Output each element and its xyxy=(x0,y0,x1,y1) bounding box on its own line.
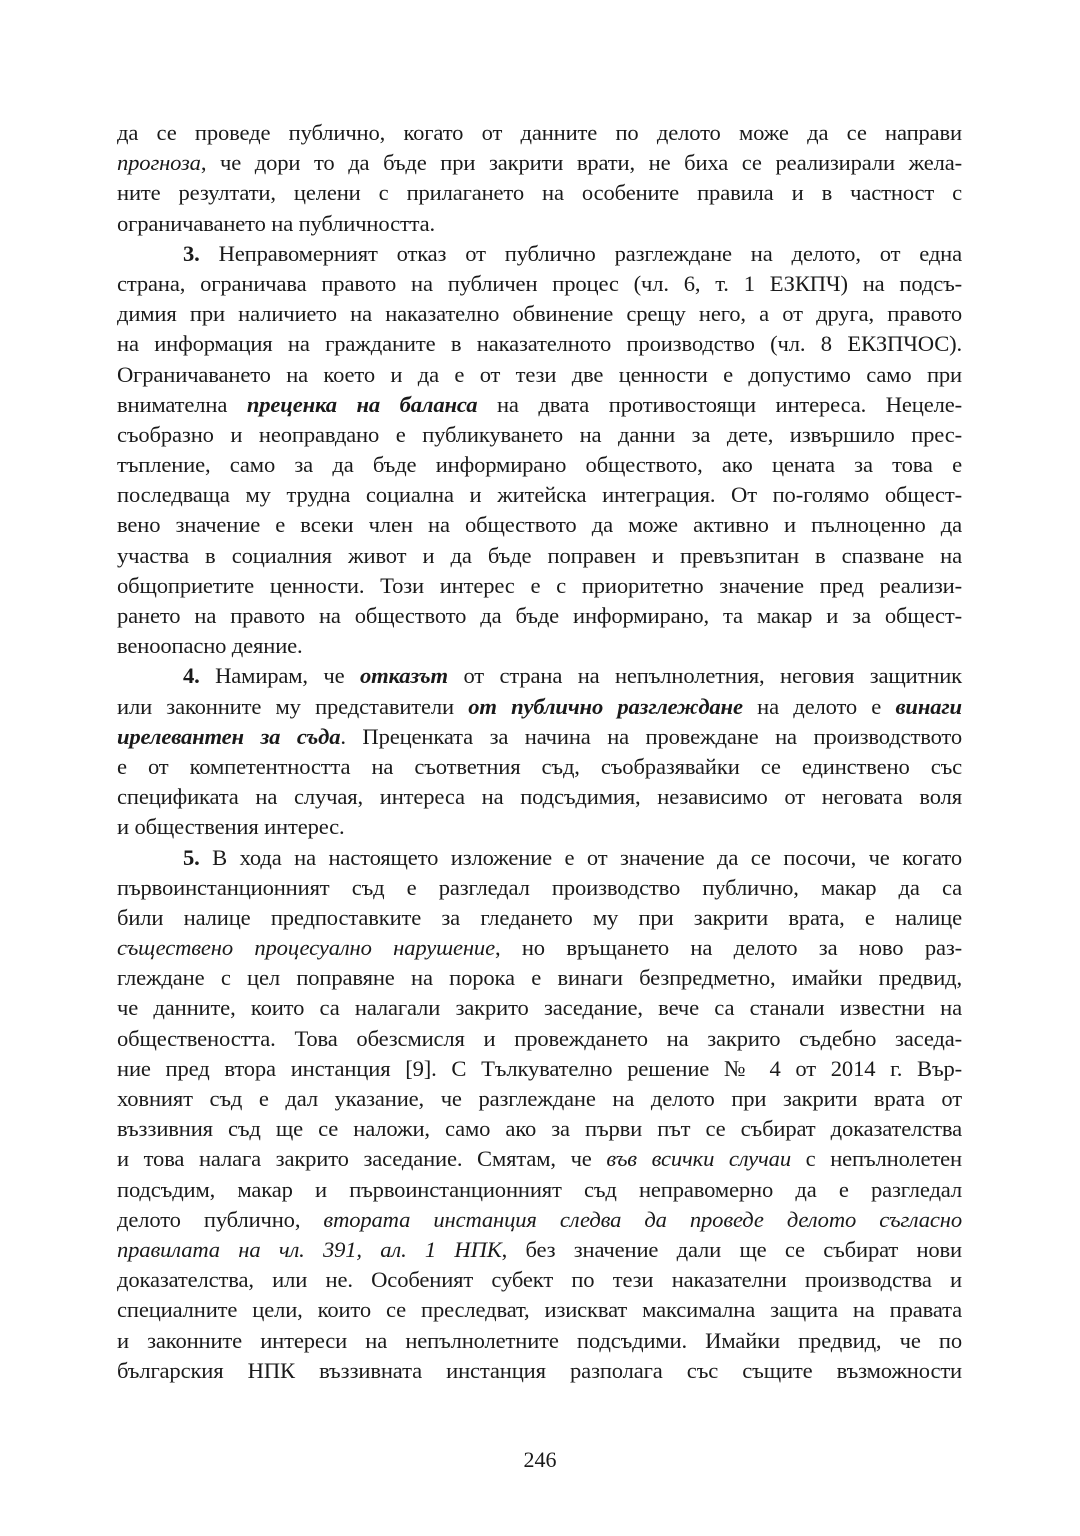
text-line: ние пред втора инстанция [9]. С Тълкувателно решение № 4 от 2014 г. Вър- xyxy=(117,1055,962,1081)
text-line: веноопасно деяние. xyxy=(117,633,303,659)
text-line: делото публично, втората инстанция следва да проведе делото съгласно xyxy=(117,1206,962,1232)
emphasis-term: преценка на баланса xyxy=(246,391,478,417)
emphasis-term: отказът xyxy=(359,663,448,689)
text-line: съобразно и неоправдано е публикуването на данни за дете, извършило прес- xyxy=(117,421,962,447)
text-line: е от компетентността на съответния съд, съобразявайки се единствено със xyxy=(117,753,962,779)
emphasis-term: от публично разглеждане xyxy=(468,693,743,719)
italic-term: втората инстанция следва да проведе делото съгласно xyxy=(323,1206,962,1232)
text-line: въззивния съд ще се наложи, само ако за първи път се събират доказателства xyxy=(117,1116,962,1142)
paragraph-number: 5. xyxy=(183,844,200,870)
page-number: 246 xyxy=(523,1447,557,1472)
text-line: общоприетите ценности. Този интерес е с приоритетно значение пред реализи- xyxy=(117,572,962,598)
text-line: и това налага закрито заседание. Смятам, че във всички случаи с непълнолетен xyxy=(117,1146,962,1172)
text-line: или законните му представители от публично разглеждане на делото е винаги xyxy=(117,693,962,719)
text-line: тъпление, само за да бъде информирано обществото, ако цената за това е xyxy=(117,452,962,478)
text-line: спецификата на случая, интереса на подсъдимия, независимо от неговата воля xyxy=(117,784,962,810)
text-line: внимателна преценка на баланса на двата противостоящи интереса. Нецеле- xyxy=(117,391,962,417)
text-line: специалните цели, които се преследват, изискват максимална защита на правата xyxy=(117,1297,962,1323)
paragraph-4 xyxy=(117,843,962,1386)
page-body xyxy=(117,118,962,1386)
text-line: че данните, които са налагали закрито заседание, вече са станали известни на xyxy=(117,995,962,1021)
text-line: първоинстанционният съд е разгледал производство публично, макар да са xyxy=(117,874,962,900)
text-line: българския НПК въззивната инстанция разполага със същите възможности xyxy=(117,1357,962,1383)
paragraph-1 xyxy=(117,118,962,239)
text-line: димия при наличието на наказателно обвинение срещу него, а от друга, правото xyxy=(117,301,962,327)
italic-term: прогноза xyxy=(117,150,201,176)
text-line: на информация на гражданите в наказателното производство (чл. 8 ЕКЗПЧОС). xyxy=(117,331,962,357)
text-line: обществеността. Това обезсмисля и провеждането на закрито съдебно заседа- xyxy=(117,1025,962,1051)
text-line: били налице предпоставките за гледането му при закрити врата, е налице xyxy=(117,904,962,930)
paragraph-3 xyxy=(117,661,962,842)
italic-term: правилата на чл. 391, ал. 1 НПК xyxy=(117,1236,502,1262)
text-line: доказателства, или не. Особеният субект по тези наказателни производства и xyxy=(117,1267,962,1293)
text-line: и законните интереси на непълнолетните подсъдими. Имайки предвид, че по xyxy=(117,1327,962,1353)
text-line: ограничаването на публичността. xyxy=(117,210,436,236)
text-line: ирелевантен за съда. Преценката за начина на провеждане на производството xyxy=(117,723,962,749)
text-line: Ограничаването на което и да е от тези две ценности е допустимо само при xyxy=(117,361,962,387)
text-line: последваща му трудна социална и житейска интеграция. От по-голямо общест- xyxy=(117,482,962,508)
text-line: вено значение е всеки член на обществото да може активно и пълноценно да xyxy=(117,512,962,538)
text-line: правилата на чл. 391, ал. 1 НПК, без значение дали ще се събират нови xyxy=(117,1236,963,1262)
text-line: страна, ограничава правото на публичен процес (чл. 6, т. 1 ЕЗКПЧ) на подсъ- xyxy=(117,270,962,296)
text-line: участва в социалния живот и да бъде поправен и превъзпитан в спазване на xyxy=(117,542,962,568)
text-line: ховният съд е дал указание, че разглеждане на делото при закрити врата от xyxy=(117,1086,962,1111)
text-line: 5. В хода на настоящето изложение е от значение да се посочи, че когато xyxy=(183,844,962,870)
paragraph-number: 3. xyxy=(183,240,200,266)
italic-term: във всички случаи xyxy=(606,1146,791,1172)
text-line: ните резултати, целени с прилагането на особените правила и в частност с xyxy=(117,180,962,206)
text-line: да се проведе публично, когато от данните по делото може да се направи xyxy=(117,120,962,145)
text-line: 4. Намирам, че отказът от страна на непълнолетния, неговия защитник xyxy=(183,663,962,689)
text-line: подсъдим, макар и първоинстанционният съд неправомерно да е разгледал xyxy=(117,1176,962,1202)
emphasis-term: ирелевантен за съда xyxy=(117,723,341,749)
paragraph-2 xyxy=(117,239,962,662)
italic-term: съществено процесуално нарушение xyxy=(117,935,495,961)
text-line: и обществения интерес. xyxy=(117,814,345,840)
emphasis-term: винаги xyxy=(895,693,962,719)
paragraph-number: 4. xyxy=(183,663,200,689)
text-line: рането на правото на обществото да бъде информирано, та макар и за общест- xyxy=(117,603,962,628)
text-line: прогноза, че дори то да бъде при закрити врати, не биха се реализирали жела- xyxy=(117,150,962,176)
text-line: глеждане с цел поправяне на порока е винаги безпредметно, имайки предвид, xyxy=(117,965,962,991)
text-line: съществено процесуално нарушение, но връщането на делото за ново раз- xyxy=(117,935,962,961)
text-line: 3. Неправомерният отказ от публично разглеждане на делото, от една xyxy=(183,240,962,266)
